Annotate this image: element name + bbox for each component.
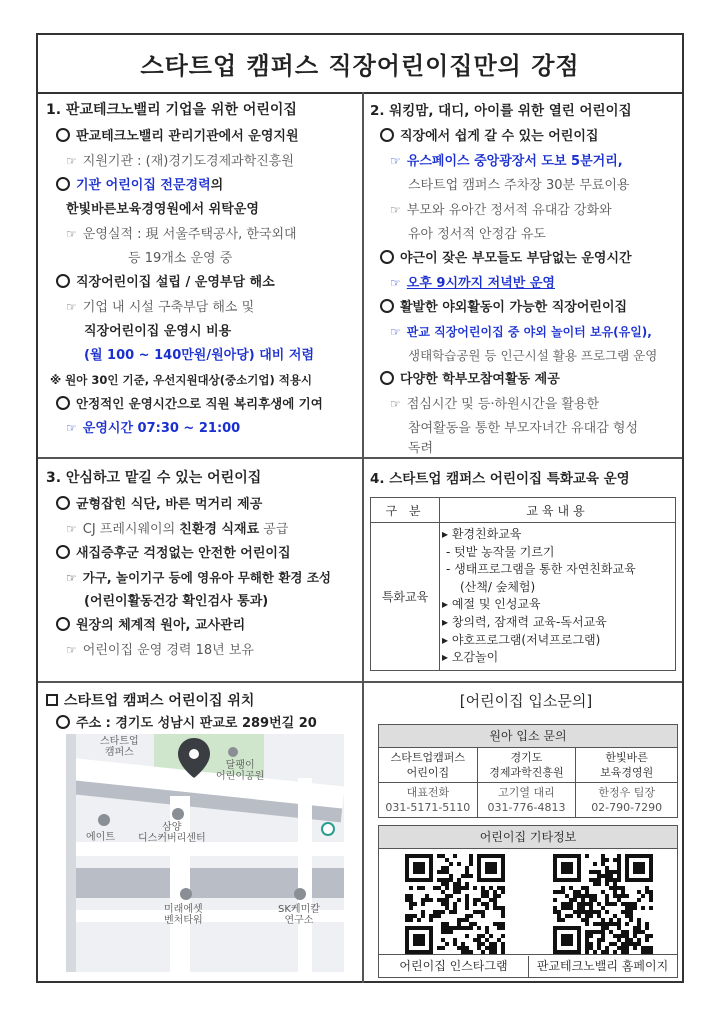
circle-bullet-icon: [56, 128, 70, 142]
page-frame: [36, 33, 684, 983]
education-table: [370, 497, 676, 671]
s2-line-highlight: 오후 9시까지 저녁반 운영: [406, 276, 555, 291]
circle-bullet-icon: [380, 371, 394, 385]
map-label-sk: SK케미칼 연구소: [278, 904, 320, 926]
qr-caption-homepage: 판교테크노밸리 홈페이지: [528, 954, 677, 977]
circle-bullet-icon: [380, 128, 394, 142]
s3-line: 어린이집 운영 경력 18년 보유: [82, 643, 254, 658]
s1-line: 등 19개소 운영 중: [128, 251, 233, 266]
pointing-hand-icon: ☞: [66, 154, 77, 168]
map-label-park: 달팽이 어린이공원: [216, 760, 265, 782]
s1-line-highlight: (월 100 ~ 140만원/원아당) 대비 저렴: [84, 348, 315, 363]
map-label-mirae: 미래에셋 벤처타워: [164, 904, 203, 926]
contact-phone: 02-790-7290: [591, 801, 663, 814]
section-5-heading: 스타트업 캠퍼스 어린이집 위치: [64, 693, 255, 709]
address: 주소 : 경기도 성남시 판교로 289번길 20: [76, 716, 317, 731]
section-1: [46, 99, 358, 441]
s2-line-highlight: 판교 직장어린이집 중 야외 놀이터 보유(유일),: [406, 325, 652, 339]
contact-phone: 031-5171-5110: [385, 801, 471, 814]
s2-line: 참여활동을 통한 부모자녀간 유대감 형성: [408, 421, 639, 436]
s1-line: 판교테크노밸리 관리기관에서 운영지원: [76, 129, 299, 144]
list-item: ▸ 환경친화교육: [442, 527, 522, 541]
divider-row1: [38, 457, 682, 459]
section-2-heading: 2. 워킹맘, 대디, 아이를 위한 열린 어린이집: [370, 103, 632, 119]
page-title: 스타트업 캠퍼스 직장어린이집만의 강점: [38, 35, 682, 94]
s1-line-highlight: 운영시간 07:30 ~ 21:00: [82, 421, 241, 436]
contact-name: 대표전화: [406, 786, 450, 799]
circle-bullet-icon: [56, 496, 70, 510]
qr-title: 어린이집 기타정보: [379, 826, 677, 849]
s2-line: 스타트업 캠퍼스 주차장 30분 무료이용: [408, 178, 630, 193]
circle-bullet-icon: [56, 177, 70, 191]
s1-line: 직장어린이집 설립 / 운영부담 해소: [76, 275, 275, 290]
s3-line: 새집증후군 걱정없는 안전한 어린이집: [76, 546, 291, 561]
s1-line: 직장어린이집 운영시 비용: [84, 324, 232, 339]
s1-line: 안정적인 운영시간으로 직원 복리후생에 기여: [76, 396, 323, 411]
map-graphic: [66, 734, 344, 972]
pointing-hand-icon: ☞: [66, 571, 77, 585]
pointing-hand-icon: ☞: [66, 522, 77, 536]
s2-line: 다양한 학부모참여활동 제공: [400, 372, 560, 387]
contact-phone: 031-776-4813: [487, 801, 566, 814]
table-title: 원아 입소 문의: [379, 725, 678, 748]
circle-bullet-icon: [380, 299, 394, 313]
table-row-label: 특화교육: [371, 523, 440, 671]
circle-bullet-icon: [56, 396, 70, 410]
pointing-hand-icon: ☞: [66, 300, 77, 314]
contact-table: [378, 724, 678, 818]
s2-line: 점심시간 및 등·하원시간을 활용한: [406, 397, 600, 412]
section-3: [46, 467, 358, 663]
s1-line: 운영실적 : 現 서울주택공사, 한국외대: [82, 227, 297, 242]
section-4: [370, 467, 682, 679]
circle-bullet-icon: [56, 274, 70, 288]
pointing-hand-icon: ☞: [66, 421, 77, 435]
list-item: ▸ 야호프로그램(저녁프로그램): [442, 632, 601, 647]
location-map[interactable]: [66, 734, 344, 972]
section-2: [370, 99, 682, 457]
table-header: 경기도 경제과학진흥원: [477, 748, 576, 783]
s3-line: 원장의 체계적 원아, 교사관리: [76, 618, 246, 633]
s2-line: 생태학습공원 등 인근시설 활용 프로그램 운영: [408, 348, 658, 363]
list-item: (산책/ 숲체험): [460, 579, 536, 594]
homepage-qr-code[interactable]: [553, 854, 653, 954]
section-5: [46, 690, 358, 980]
list-item: ▸ 예절 및 인성교육: [442, 597, 541, 612]
pointing-hand-icon: ☞: [66, 643, 77, 657]
s1-line: 기업 내 시설 구축부담 해소 및: [82, 300, 255, 315]
s3-line-bold: 친환경 식재료: [179, 522, 260, 537]
contact-name: 고기열 대리: [498, 786, 555, 799]
contact-name: 한정우 팀장: [598, 786, 655, 799]
divider-row2: [38, 681, 682, 683]
divider-vertical: [362, 92, 364, 983]
section-6-heading: [어린이집 입소문의]: [459, 692, 593, 710]
s3-line: (어린이활동건강 확인검사 통과): [84, 594, 269, 609]
s1-note: ※ 원아 30인 기준, 우선지원대상(중소기업) 적용시: [50, 373, 313, 387]
circle-bullet-icon: [56, 617, 70, 631]
table-header: 한빛바른 보육경영원: [576, 748, 678, 783]
s1-line: 지원기관 : (재)경기도경제과학진흥원: [82, 154, 294, 169]
s3-line: CJ 프레시웨이의: [82, 522, 180, 537]
instagram-qr-code[interactable]: [405, 854, 505, 954]
s2-line: 직장에서 쉽게 갈 수 있는 어린이집: [400, 129, 599, 144]
list-item: ▸ 오감놀이: [442, 650, 499, 665]
s2-line: 부모와 유아간 정서적 유대감 강화와: [406, 203, 612, 218]
pointing-hand-icon: ☞: [390, 154, 401, 168]
table-header: 스타트업캠퍼스 어린이집: [379, 748, 478, 783]
s3-line: 가구, 놀이기구 등에 영유아 무해한 환경 조성: [82, 570, 331, 585]
circle-bullet-icon: [56, 715, 70, 729]
pointing-hand-icon: ☞: [390, 325, 401, 339]
s2-line: 야근이 잦은 부모들도 부담없는 운영시간: [400, 251, 632, 266]
circle-bullet-icon: [56, 545, 70, 559]
s2-line: 유아 정서적 안정감 유도: [408, 227, 546, 242]
s1-line: 의: [210, 178, 224, 193]
list-item: ▸ 창의력, 잠재력 교육-독서교육: [442, 614, 607, 629]
section-3-heading: 3. 안심하고 맡길 수 있는 어린이집: [46, 470, 262, 486]
s2-line: 활발한 야외활동이 가능한 직장어린이집: [400, 300, 628, 315]
s2-line: 독려: [408, 441, 434, 456]
section-1-heading: 1. 판교테크노밸리 기업을 위한 어린이집: [46, 102, 297, 118]
s3-line: 공급: [259, 522, 289, 537]
table-header: 교육내용: [440, 498, 676, 523]
education-items: [440, 523, 676, 671]
s1-line-highlight: 기관 어린이집 전문경력: [76, 178, 211, 193]
pointing-hand-icon: ☞: [66, 227, 77, 241]
list-item: - 생태프로그램을 통한 자연친화교육: [446, 562, 636, 577]
pointing-hand-icon: ☞: [390, 276, 401, 290]
section-4-heading: 4. 스타트업 캠퍼스 어린이집 특화교육 운영: [370, 471, 630, 487]
map-label-samsung: 삼양 디스커버리센터: [138, 822, 206, 844]
pointing-hand-icon: ☞: [390, 203, 401, 217]
s3-line: 균형잡힌 식단, 바른 먹거리 제공: [76, 497, 263, 512]
pointing-hand-icon: ☞: [390, 397, 401, 411]
circle-bullet-icon: [380, 250, 394, 264]
list-item: - 텃밭 농작물 기르기: [446, 544, 555, 559]
map-label-campus: 스타트업 캠퍼스: [100, 736, 139, 758]
qr-caption-instagram: 어린이집 인스타그램: [379, 954, 528, 977]
qr-section: [378, 825, 678, 978]
section-6: [370, 690, 682, 980]
table-header: 구 분: [371, 498, 440, 523]
map-label-eight: 에이트: [86, 832, 115, 843]
s2-line-highlight: 유스페이스 중앙광장서 도보 5분거리,: [406, 154, 623, 169]
square-bullet-icon: [46, 694, 58, 706]
s1-line: 한빛바른보육경영원에서 위탁운영: [66, 202, 259, 217]
